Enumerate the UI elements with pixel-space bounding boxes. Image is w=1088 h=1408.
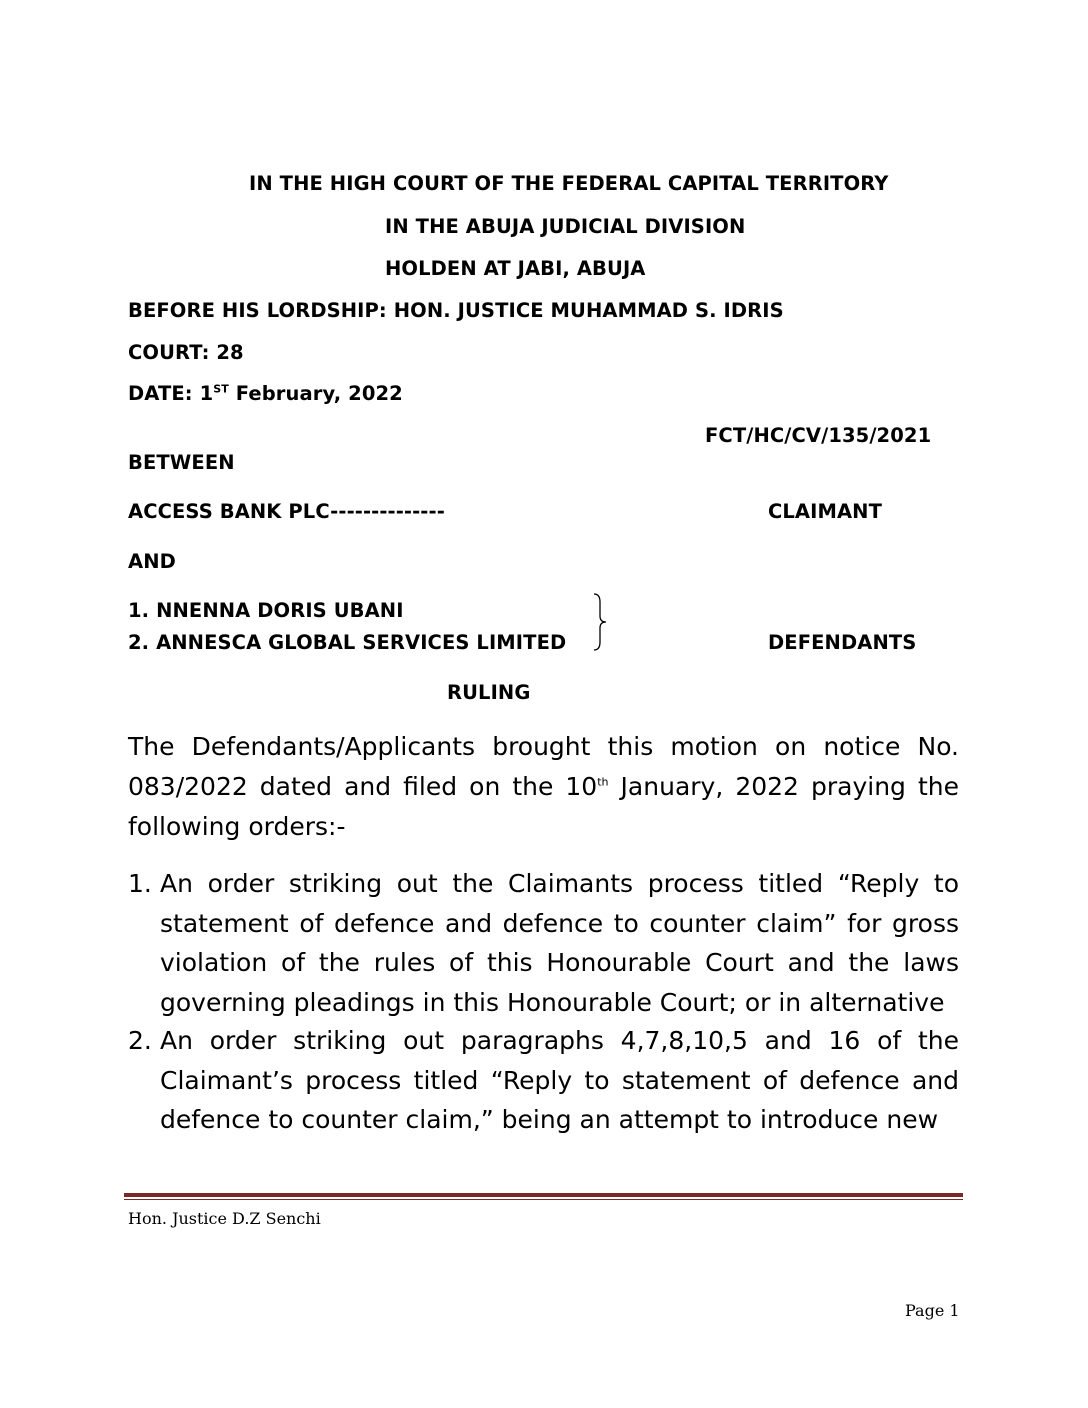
footer-rule-thin (124, 1199, 963, 1200)
footer-judge: Hon. Justice D.Z Senchi (128, 1209, 321, 1228)
intro-ordinal: th (597, 775, 609, 789)
intro-paragraph (128, 727, 959, 847)
claimant-name: ACCESS BANK PLC-------------- (128, 500, 445, 523)
date-prefix: DATE: 1 (128, 382, 214, 405)
defendant-2: 2. ANNESCA GLOBAL SERVICES LIMITED (128, 631, 567, 654)
and-label: AND (128, 550, 176, 573)
order-number-2: 2. (128, 1026, 152, 1055)
footer-rule-thick (124, 1193, 963, 1197)
claimant-role: CLAIMANT (768, 500, 883, 523)
page-number: Page 1 (905, 1301, 960, 1320)
between-label: BETWEEN (128, 451, 235, 474)
defendant-role: DEFENDANTS (768, 631, 917, 654)
court-title: IN THE HIGH COURT OF THE FEDERAL CAPITAL TERRITORY (249, 172, 889, 195)
ruling-title: RULING (447, 681, 531, 704)
before-line: BEFORE HIS LORDSHIP: HON. JUSTICE MUHAMMAD S. IDRIS (128, 299, 784, 322)
curly-brace-icon (588, 592, 610, 652)
order-number-1: 1. (128, 869, 152, 898)
suit-number: FCT/HC/CV/135/2021 (705, 424, 932, 447)
holden-title: HOLDEN AT JABI, ABUJA (385, 257, 646, 280)
division-title: IN THE ABUJA JUDICIAL DIVISION (385, 215, 746, 238)
date-ordinal: ST (213, 382, 229, 396)
court-number: COURT: 28 (128, 341, 244, 364)
order-text-1: An order striking out the Claimants process titled “Reply to statement of defence and defence to counter claim” for gross violation of the rules of this Honourable Court and the laws governing pleadings in this Honourable Court; or in alternative (160, 869, 959, 1017)
date-line (128, 382, 403, 405)
intro-text-1: The Defendants/Applicants brought this motion on notice No. 083/2022 dated and filed on the 10 (128, 732, 959, 801)
order-text-2: An order striking out paragraphs 4,7,8,10,5 and 16 of the Claimant’s process titled “Reply to statement of defence and defence to counter claim,” being an attempt to introduce new (160, 1026, 959, 1134)
footer-rule (124, 1193, 963, 1201)
intro-text-2: January, 2022 praying the following orders:- (128, 772, 959, 841)
date-suffix: February, 2022 (228, 382, 403, 405)
order-item-2 (128, 1021, 959, 1140)
defendant-1: 1. NNENNA DORIS UBANI (128, 599, 404, 622)
order-item-1 (128, 864, 959, 1022)
